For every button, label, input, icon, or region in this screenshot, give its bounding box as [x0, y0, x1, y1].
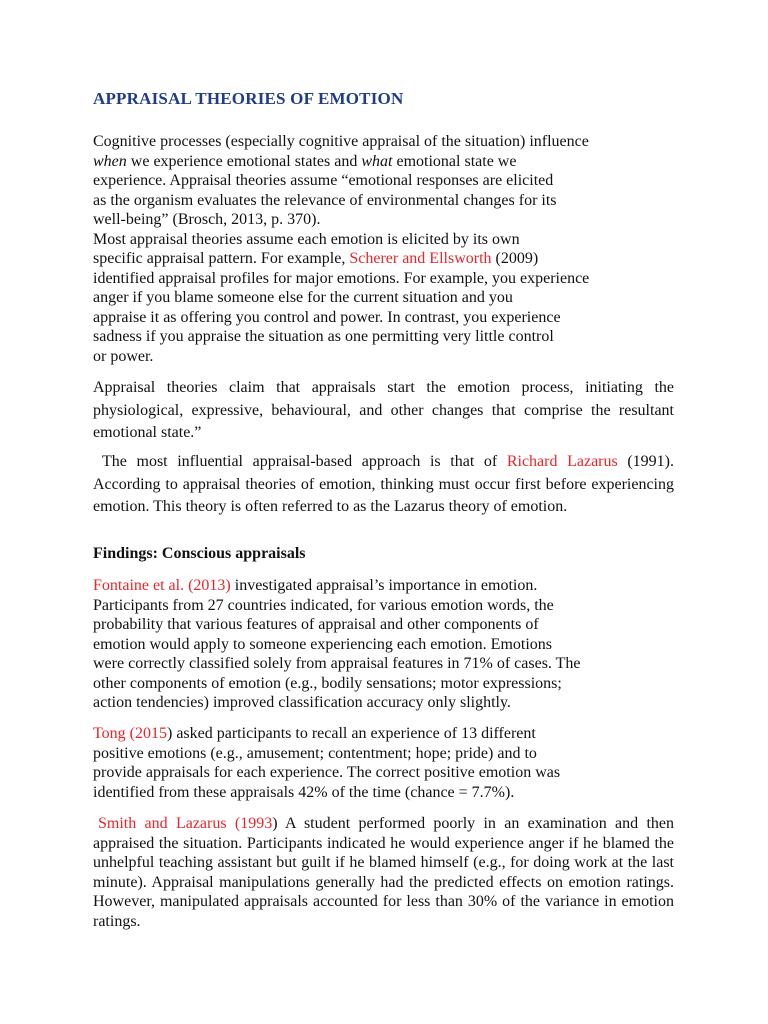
text-line: well-being” (Brosch, 2013, p. 370).	[93, 211, 321, 228]
page-title: APPRAISAL THEORIES OF EMOTION	[93, 89, 404, 108]
text-line: action tendencies) improved classification accuracy only slightly.	[93, 694, 511, 711]
text-line: Cognitive processes (especially cognitive appraisal of the situation) influence	[93, 133, 589, 150]
text-span: investigated appraisal’s importance in emotion.	[230, 577, 538, 594]
text-span: (1991). According to appraisal theories of emotion, thinking must occur first before experiencing emotion. This theory is often referred to as the Lazarus theory of emotion.	[93, 453, 675, 515]
text-line: were correctly classified solely from appraisal features in 71% of cases. The	[93, 655, 581, 672]
text-line: or power.	[93, 347, 154, 365]
text-line: as the organism evaluates the relevance of environmental changes for its	[93, 191, 557, 209]
emphasis-what: what	[361, 152, 393, 170]
reference-scherer-ellsworth: Scherer and Ellsworth	[349, 250, 492, 267]
text-line: Most appraisal theories assume each emotion is elicited by its own	[93, 230, 520, 248]
text-span: The most influential appraisal-based approach is that of	[102, 453, 507, 470]
paragraph-intro	[93, 132, 589, 366]
text-span: ) A student performed poorly in an examination and then appraised the situation. Participants indicated he would experience anger if he blamed the unhelpful teaching assistant but guilt if he blamed himself (e.g., for doing work at the last minute). Appraisal manipulations generally had the predicted effects on emotion ratings. However, manipulated appraisals accounted for less than 30% of the variance in emotion ratings.	[93, 815, 674, 930]
text-span: emotional state we	[392, 152, 517, 170]
text-line: sadness if you appraise the situation as one permitting very little control	[93, 328, 554, 345]
reference-fontaine: Fontaine et al. (2013)	[93, 577, 231, 594]
reference-tong: Tong (2015	[93, 725, 167, 742]
text-span: specific appraisal pattern. For example,	[93, 250, 350, 267]
text-line: identified from these appraisals 42% of the time (chance = 7.7%).	[93, 783, 515, 801]
text-line	[93, 249, 589, 269]
text-span: ) asked participants to recall an experience of 13 different	[166, 725, 536, 742]
paragraph-smith-lazarus	[93, 814, 674, 931]
paragraph-appraisal-claim: Appraisal theories claim that appraisals start the emotion process, initiating the physiological, expressive, behavioural, and other changes that comprise the resultant emotional state.”	[93, 379, 674, 441]
text-line: other components of emotion (e.g., bodily sensations; motor expressions;	[93, 674, 562, 692]
paragraph-fontaine	[93, 576, 581, 713]
paragraph-lazarus	[93, 451, 674, 519]
text-line: identified appraisal profiles for major emotions. For example, you experience	[93, 269, 590, 287]
text-span: (2009)	[491, 250, 539, 267]
text-line: positive emotions (e.g., amusement; contentment; hope; pride) and to	[93, 744, 537, 762]
paragraph-tong	[93, 724, 560, 802]
text-line	[93, 576, 581, 596]
section-heading: Findings: Conscious appraisals	[93, 545, 306, 562]
text-line: emotion would apply to someone experiencing each emotion. Emotions	[93, 635, 553, 653]
text-span: we experience emotional states and	[126, 152, 362, 170]
reference-richard-lazarus: Richard Lazarus	[506, 453, 618, 470]
text-line: anger if you blame someone else for the current situation and you	[93, 289, 513, 306]
emphasis-when: when	[93, 152, 127, 170]
text-line: probability that various features of appraisal and other components of	[93, 616, 539, 633]
reference-smith-lazarus: Smith and Lazarus (1993	[98, 815, 273, 832]
text-line: experience. Appraisal theories assume “emotional responses are elicited	[93, 172, 554, 189]
text-line: Participants from 27 countries indicated, for various emotion words, the	[93, 596, 554, 614]
text-line: appraise it as offering you control and power. In contrast, you experience	[93, 308, 561, 326]
text-line: provide appraisals for each experience. The correct positive emotion was	[93, 764, 561, 781]
text-line	[93, 724, 560, 744]
text-line	[93, 152, 589, 172]
